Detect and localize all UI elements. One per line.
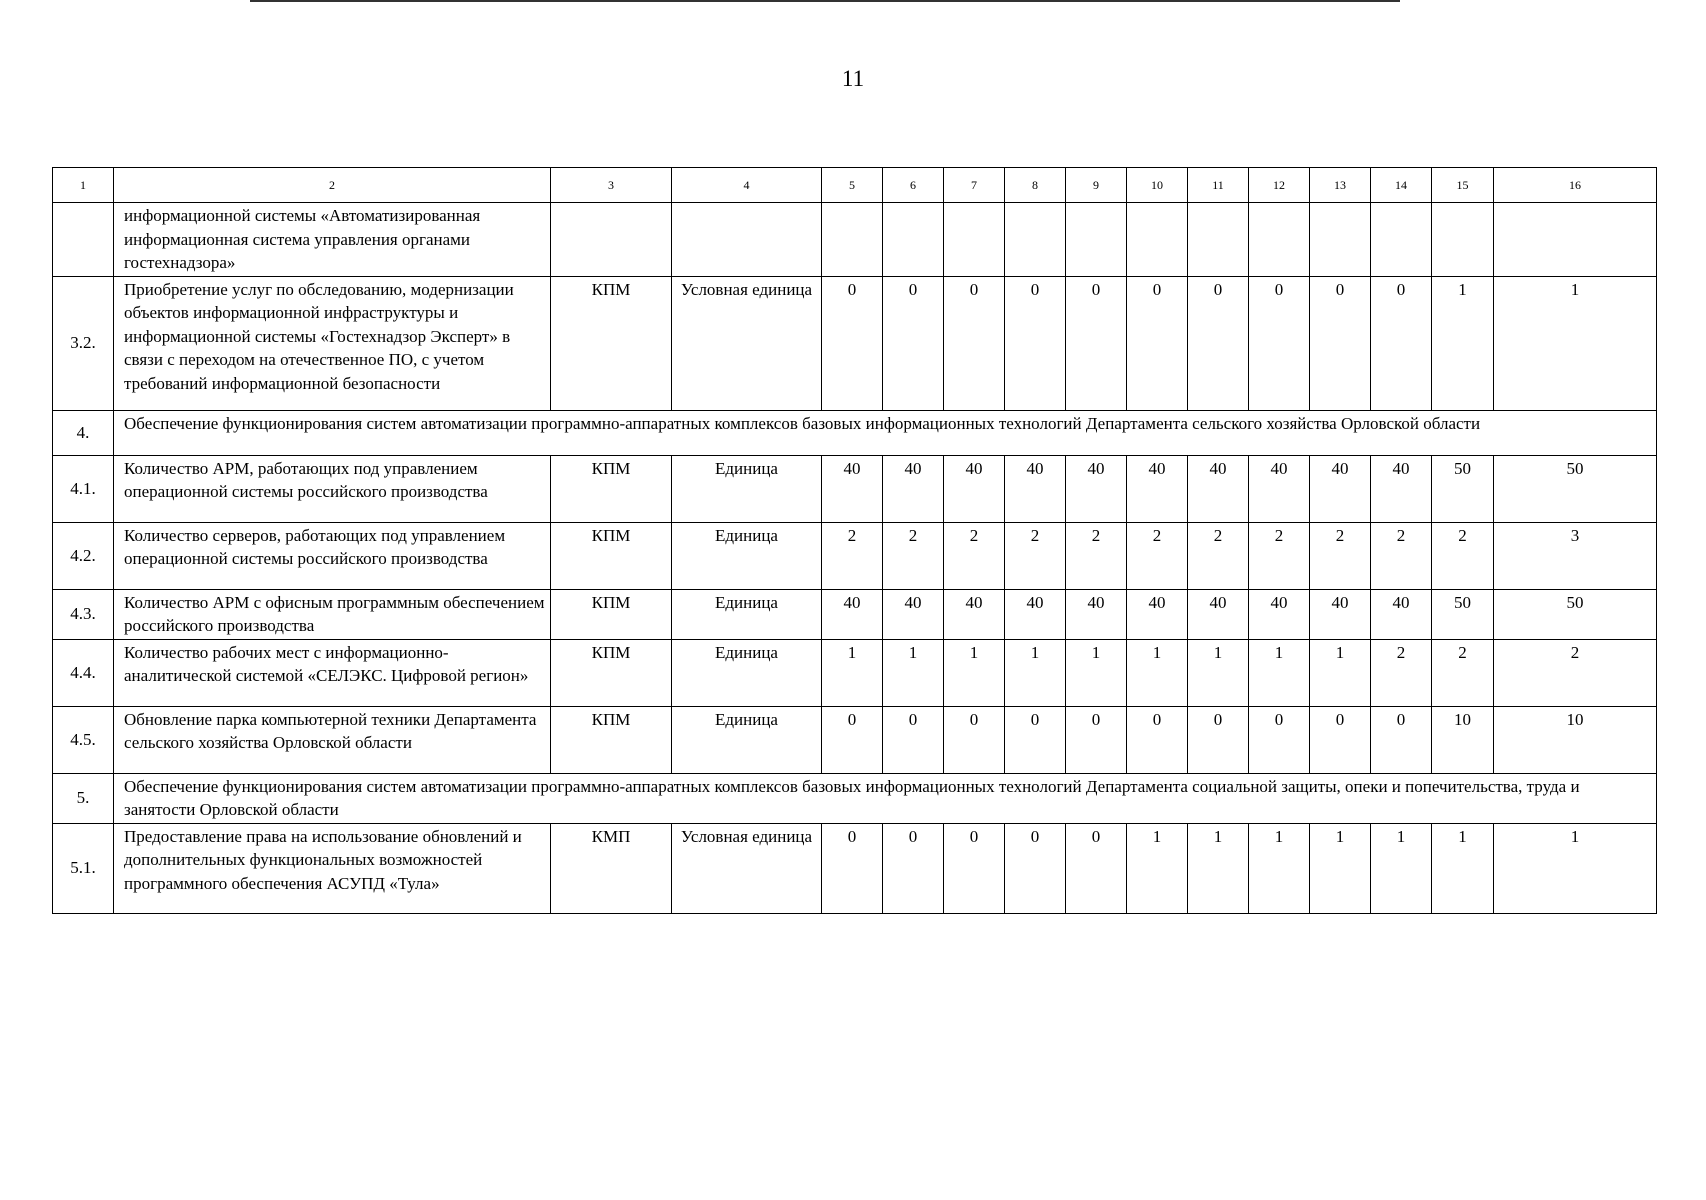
value-cell: 40 (883, 589, 944, 639)
value-cell (883, 203, 944, 277)
value-cell (822, 203, 883, 277)
value-cell: 0 (1066, 706, 1127, 773)
value-cell: 10 (1494, 706, 1657, 773)
row-number: 3.2. (53, 276, 114, 410)
value-cell: 40 (944, 589, 1005, 639)
column-header-15: 15 (1432, 168, 1494, 203)
value-cell: 40 (1310, 455, 1371, 522)
value-cell: 2 (1432, 522, 1494, 589)
value-cell: 0 (1310, 706, 1371, 773)
value-cell: 10 (1432, 706, 1494, 773)
column-header-11: 11 (1188, 168, 1249, 203)
table-row (53, 522, 1657, 589)
section-title: Обеспечение функционирования систем автоматизации программно-аппаратных комплексов базовых информационных технологий Департамента социальной защиты, опеки и попечительства, труда и занятости Орловской области (114, 773, 1657, 823)
value-cell: 2 (1127, 522, 1188, 589)
value-cell: 1 (1432, 276, 1494, 410)
value-cell: 1 (1249, 823, 1310, 913)
column-header-7: 7 (944, 168, 1005, 203)
value-cell: 1 (1494, 823, 1657, 913)
column-header-13: 13 (1310, 168, 1371, 203)
column-header-14: 14 (1371, 168, 1432, 203)
value-cell: 0 (1371, 706, 1432, 773)
value-cell: 2 (1310, 522, 1371, 589)
column-header-1: 1 (53, 168, 114, 203)
value-cell: 0 (1066, 276, 1127, 410)
value-cell: 40 (822, 589, 883, 639)
value-cell: 2 (1432, 639, 1494, 706)
indicator-type: КПМ (551, 455, 672, 522)
value-cell: 0 (1127, 706, 1188, 773)
value-cell: 0 (1066, 823, 1127, 913)
value-cell: 40 (1249, 455, 1310, 522)
value-cell: 40 (1188, 589, 1249, 639)
value-cell: 40 (1005, 455, 1066, 522)
value-cell: 1 (1127, 823, 1188, 913)
column-header-10: 10 (1127, 168, 1188, 203)
unit-of-measure: Единица (672, 589, 822, 639)
value-cell (1127, 203, 1188, 277)
value-cell: 0 (1005, 276, 1066, 410)
column-header-16: 16 (1494, 168, 1657, 203)
table-row (53, 203, 1657, 277)
value-cell: 2 (1188, 522, 1249, 589)
value-cell (1494, 203, 1657, 277)
table-row (53, 455, 1657, 522)
value-cell: 1 (1127, 639, 1188, 706)
value-cell: 0 (883, 706, 944, 773)
value-cell (1432, 203, 1494, 277)
row-number: 4.4. (53, 639, 114, 706)
indicator-name: Количество АРМ, работающих под управлением операционной системы российского производства (114, 455, 551, 522)
row-number: 4.5. (53, 706, 114, 773)
value-cell: 2 (1005, 522, 1066, 589)
indicator-name: Обновление парка компьютерной техники Департамента сельского хозяйства Орловской области (114, 706, 551, 773)
value-cell: 40 (1127, 589, 1188, 639)
value-cell: 50 (1432, 455, 1494, 522)
value-cell: 40 (1188, 455, 1249, 522)
value-cell: 0 (944, 276, 1005, 410)
column-header-9: 9 (1066, 168, 1127, 203)
indicators-table (52, 167, 1657, 914)
value-cell: 0 (944, 706, 1005, 773)
value-cell: 2 (883, 522, 944, 589)
value-cell: 1 (1249, 639, 1310, 706)
row-number: 5.1. (53, 823, 114, 913)
value-cell: 1 (1005, 639, 1066, 706)
section-row (53, 773, 1657, 823)
value-cell (1249, 203, 1310, 277)
value-cell: 40 (1371, 589, 1432, 639)
row-number: 5. (53, 773, 114, 823)
value-cell: 1 (1066, 639, 1127, 706)
value-cell: 40 (1371, 455, 1432, 522)
indicator-type: КПМ (551, 589, 672, 639)
value-cell: 50 (1494, 455, 1657, 522)
column-header-4: 4 (672, 168, 822, 203)
value-cell: 0 (1127, 276, 1188, 410)
value-cell: 1 (944, 639, 1005, 706)
table-row (53, 823, 1657, 913)
unit-of-measure (672, 203, 822, 277)
value-cell: 40 (822, 455, 883, 522)
unit-of-measure: Единица (672, 522, 822, 589)
indicator-type: КМП (551, 823, 672, 913)
value-cell: 2 (822, 522, 883, 589)
value-cell: 0 (1371, 276, 1432, 410)
indicator-type (551, 203, 672, 277)
table-row (53, 276, 1657, 410)
value-cell (1005, 203, 1066, 277)
value-cell: 40 (1066, 589, 1127, 639)
value-cell: 2 (1066, 522, 1127, 589)
value-cell: 0 (1249, 706, 1310, 773)
value-cell: 0 (1005, 823, 1066, 913)
value-cell: 1 (1432, 823, 1494, 913)
value-cell: 1 (1188, 823, 1249, 913)
value-cell: 0 (883, 276, 944, 410)
table-body (53, 168, 1657, 914)
value-cell: 2 (1494, 639, 1657, 706)
value-cell: 0 (1005, 706, 1066, 773)
value-cell: 2 (1371, 522, 1432, 589)
value-cell: 40 (1005, 589, 1066, 639)
value-cell: 1 (1494, 276, 1657, 410)
unit-of-measure: Единица (672, 455, 822, 522)
value-cell: 2 (1371, 639, 1432, 706)
section-title: Обеспечение функционирования систем автоматизации программно-аппаратных комплексов базовых информационных технологий Департамента сельского хозяйства Орловской области (114, 410, 1657, 455)
value-cell: 40 (1249, 589, 1310, 639)
value-cell: 50 (1494, 589, 1657, 639)
unit-of-measure: Условная единица (672, 276, 822, 410)
page-number: 11 (841, 66, 865, 91)
indicator-name: Количество АРМ с офисным программным обеспечением российского производства (114, 589, 551, 639)
value-cell: 2 (1249, 522, 1310, 589)
value-cell: 1 (1310, 639, 1371, 706)
column-header-2: 2 (114, 168, 551, 203)
value-cell: 40 (1310, 589, 1371, 639)
value-cell (1188, 203, 1249, 277)
table-row (53, 639, 1657, 706)
value-cell: 0 (822, 823, 883, 913)
value-cell (944, 203, 1005, 277)
value-cell: 0 (1188, 706, 1249, 773)
value-cell (1066, 203, 1127, 277)
indicator-type: КПМ (551, 276, 672, 410)
value-cell: 1 (1310, 823, 1371, 913)
indicator-name: Количество рабочих мест с информационно-аналитической системой «СЕЛЭКС. Цифровой регион» (114, 639, 551, 706)
value-cell: 0 (1188, 276, 1249, 410)
value-cell: 40 (1066, 455, 1127, 522)
value-cell: 0 (883, 823, 944, 913)
value-cell: 3 (1494, 522, 1657, 589)
value-cell: 1 (822, 639, 883, 706)
column-header-5: 5 (822, 168, 883, 203)
indicator-type: КПМ (551, 706, 672, 773)
value-cell: 40 (1127, 455, 1188, 522)
indicator-name: Количество серверов, работающих под управлением операционной системы российского производства (114, 522, 551, 589)
indicator-type: КПМ (551, 639, 672, 706)
unit-of-measure: Единица (672, 706, 822, 773)
table-row (53, 706, 1657, 773)
section-row (53, 410, 1657, 455)
value-cell: 40 (883, 455, 944, 522)
indicator-name: информационной системы «Автоматизированная информационная система управления органами гостехнадзора» (114, 203, 551, 277)
value-cell: 40 (944, 455, 1005, 522)
value-cell: 50 (1432, 589, 1494, 639)
value-cell (1371, 203, 1432, 277)
row-number (53, 203, 114, 277)
indicator-name: Приобретение услуг по обследованию, модернизации объектов информационной инфраструктуры и информационной системы «Гостехнадзор Эксперт» в связи с переходом на отечественное ПО, с учетом требований информационной безопасности (114, 276, 551, 410)
column-header-8: 8 (1005, 168, 1066, 203)
row-number: 4. (53, 410, 114, 455)
row-number: 4.3. (53, 589, 114, 639)
column-header-12: 12 (1249, 168, 1310, 203)
header-row (53, 168, 1657, 203)
value-cell: 0 (944, 823, 1005, 913)
value-cell: 1 (1371, 823, 1432, 913)
top-rule (250, 0, 1400, 2)
indicator-name: Предоставление права на использование обновлений и дополнительных функциональных возможностей программного обеспечения АСУПД «Тула» (114, 823, 551, 913)
value-cell: 2 (944, 522, 1005, 589)
value-cell: 1 (883, 639, 944, 706)
value-cell: 0 (1249, 276, 1310, 410)
value-cell: 0 (822, 276, 883, 410)
value-cell: 0 (822, 706, 883, 773)
value-cell: 0 (1310, 276, 1371, 410)
value-cell (1310, 203, 1371, 277)
indicator-type: КПМ (551, 522, 672, 589)
row-number: 4.2. (53, 522, 114, 589)
column-header-3: 3 (551, 168, 672, 203)
column-header-6: 6 (883, 168, 944, 203)
table-row (53, 589, 1657, 639)
unit-of-measure: Условная единица (672, 823, 822, 913)
row-number: 4.1. (53, 455, 114, 522)
value-cell: 1 (1188, 639, 1249, 706)
unit-of-measure: Единица (672, 639, 822, 706)
